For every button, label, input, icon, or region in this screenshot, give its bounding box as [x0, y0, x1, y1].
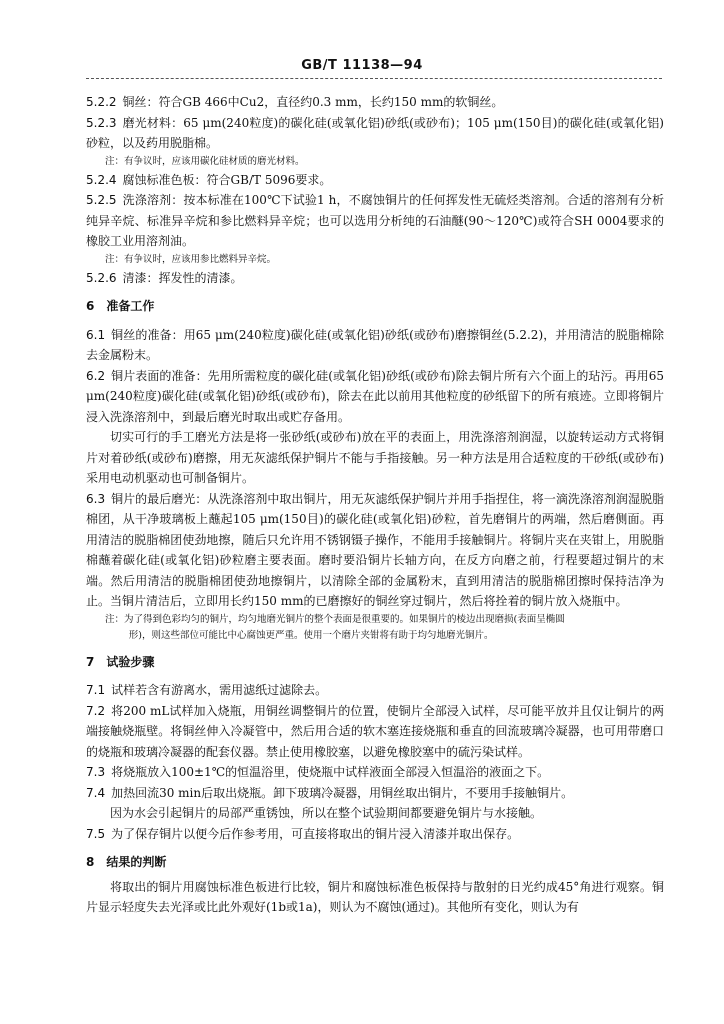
section-title: 试验步骤 [106, 654, 155, 669]
paragraph-6-2-method: 切实可行的手工磨光方法是将一张砂纸(或砂布)放在平的表面上，用洗涤溶剂润湿，以旋转运动方式将铜片对着砂纸(或砂布)磨擦，用无灰滤纸保护铜片不能与手指接触。另一种方法是用合适粒度的干砂纸(或砂布)采用电动机驱动也可制备铜片。 [86, 430, 664, 485]
standard-code-header: GB/T 11138—94 [301, 58, 423, 73]
section-heading-7 [86, 652, 664, 673]
clause-text: 腐蚀标准色板：符合GB/T 5096要求。 [122, 172, 332, 187]
clause-5-2-6 [86, 268, 664, 289]
clause-text: 洗涤溶剂：按本标准在100℃下试验1 h，不腐蚀铜片的任何挥发性无硫烃类溶剂。合适的溶剂有分析纯异辛烷、标准异辛烷和参比燃料异辛烷；也可以选用分析纯的石油醚(90～120℃)或符合SH 0004要求的橡胶工业用溶剂油。 [86, 193, 664, 248]
clause-text: 将烧瓶放入100±1℃的恒温浴里，使烧瓶中试样液面全部浸入恒温浴的液面之下。 [111, 765, 550, 779]
paragraph-8-result: 将取出的铜片用腐蚀标准色板进行比较，铜片和腐蚀标准色板保持与散射的日光约成45°角进行观察。铜片显示轻度失去光泽或比此外观好(1b或1a)，则认为不腐蚀(通过)。其他所有变化，则认为有 [86, 879, 664, 914]
paragraph-7-4-water: 因为水会引起铜片的局部严重锈蚀，所以在整个试验期间都要避免铜片与水接触。 [110, 806, 543, 820]
spacer [86, 317, 664, 325]
section-heading-8 [86, 852, 664, 873]
clause-6-1 [86, 325, 664, 366]
clause-number: 5.2.5 [86, 193, 117, 207]
clause-5-2-2 [86, 92, 664, 113]
clause-text: 将200 mL试样加入烧瓶，用铜丝调整铜片的位置，使铜片全部浸入试样，尽可能平放并且仅让铜片的两端接触烧瓶壁。将铜丝伸入冷凝管中，然后用合适的软木塞连接烧瓶和垂直的回流玻璃冷凝器，也可用带磨口的烧瓶和玻璃冷凝器的配套仪器。禁止使用橡胶塞，以避免橡胶塞中的硫污染试样。 [86, 703, 664, 759]
note-5-2-5: 注：有争议时，应该用参比燃料异辛烷。 [105, 253, 277, 265]
clause-text: 为了保存铜片以便今后作参考用，可直接将取出的铜片浸入清漆并取出保存。 [111, 826, 520, 841]
section-heading-6 [86, 296, 664, 317]
document-body [86, 92, 664, 918]
section-title: 结果的判断 [106, 855, 167, 869]
clause-7-5 [86, 824, 664, 845]
clause-text: 试样若含有游离水，需用滤纸过滤除去。 [111, 683, 328, 697]
section-title: 准备工作 [106, 299, 155, 313]
clause-number: 5.2.2 [86, 95, 117, 109]
clause-number: 6.3 [86, 491, 106, 506]
clause-7-4 [86, 783, 664, 804]
clause-text: 加热回流30 min后取出烧瓶。卸下玻璃冷凝器，用铜丝取出铜片，不要用手接触铜片。 [111, 785, 574, 800]
clause-6-2 [86, 366, 664, 428]
spacer [86, 288, 664, 296]
spacer [86, 644, 664, 652]
section-number: 8 [86, 855, 95, 869]
clause-number: 7.4 [86, 785, 106, 800]
clause-7-3 [86, 762, 664, 783]
spacer [86, 672, 664, 680]
section-number: 7 [86, 654, 95, 669]
note-5-2-3: 注：有争议时，应该用碳化硅材质的磨光材料。 [105, 155, 305, 167]
clause-number: 7.5 [86, 826, 106, 841]
clause-7-2 [86, 701, 664, 763]
clause-text: 清漆：挥发性的清漆。 [122, 270, 243, 285]
clause-number: 5.2.4 [86, 172, 117, 187]
clause-number: 6.1 [86, 327, 106, 342]
header-divider [86, 78, 662, 79]
clause-number: 7.1 [86, 683, 106, 697]
spacer [86, 844, 664, 852]
clause-text: 铜片的最后磨光：从洗涤溶剂中取出铜片，用无灰滤纸保护铜片并用手指捏住，将一滴洗涤溶剂润湿脱脂棉团，从干净玻璃板上蘸起105 μm(150目)的碳化硅(或氧化铝)砂粒，首先磨铜片的两端，然后磨侧面。再用清洁的脱脂棉团使劲地擦，随后只允许用不锈钢镊子操作，不能用手接触铜片。将铜片夹在夹钳上，用脱脂棉蘸着碳化硅(或氧化铝)砂粒磨主要表面。磨时要沿铜片长轴方向，在反方向磨之前，行程要超过铜片的末端。然后用清洁的脱脂棉团使劲地擦铜片，以清除全部的金属粉末，直到用清洁的脱脂棉团擦时保持洁净为止。当铜片清洁后，立即用长约150 mm的已磨擦好的铜丝穿过铜片，然后将拴着的铜片放入烧瓶中。 [86, 491, 664, 608]
clause-number: 7.2 [86, 703, 106, 718]
clause-number: 5.2.6 [86, 270, 117, 285]
clause-5-2-5 [86, 190, 664, 252]
note-6-3: 注：为了得到色彩均匀的铜片，均匀地磨光铜片的整个表面是很重要的。如果铜片的棱边出现磨损(表面呈椭圆 [105, 613, 565, 625]
clause-5-2-3 [86, 113, 664, 154]
clause-text: 铜丝：符合GB 466中Cu2，直径约0.3 mm，长约150 mm的软铜丝。 [122, 95, 504, 109]
clause-7-1 [86, 680, 664, 701]
clause-number: 7.3 [86, 765, 106, 779]
clause-6-3 [86, 489, 664, 612]
section-number: 6 [86, 299, 95, 313]
clause-number: 5.2.3 [86, 115, 117, 130]
clause-text: 铜片表面的准备：先用所需粒度的碳化硅(或氧化铝)砂纸(或砂布)除去铜片所有六个面上的玷污。再用65 μm(240粒度)碳化硅(或氧化铝)砂纸(或砂布)，除去在此以前用其他粒度的砂纸留下的所有痕迹。立即将铜片浸入洗涤溶剂中，到最后磨光时取出或贮存备用。 [86, 368, 664, 424]
clause-text: 铜丝的准备：用65 μm(240粒度)碳化硅(或氧化铝)砂纸(或砂布)磨擦铜丝(5.2.2)，并用清洁的脱脂棉除去金属粉末。 [86, 327, 664, 362]
clause-5-2-4 [86, 170, 664, 191]
note-6-3-continued: 形)，则这些部位可能比中心腐蚀更严重。使用一个磨片夹钳将有助于均匀地磨光铜片。 [128, 629, 494, 641]
clause-text: 磨光材料：65 μm(240粒度)的碳化硅(或氧化铝)砂纸(或砂布)；105 μm(150目)的碳化硅(或氧化铝)砂粒，以及药用脱脂棉。 [86, 115, 664, 150]
clause-number: 6.2 [86, 368, 106, 383]
